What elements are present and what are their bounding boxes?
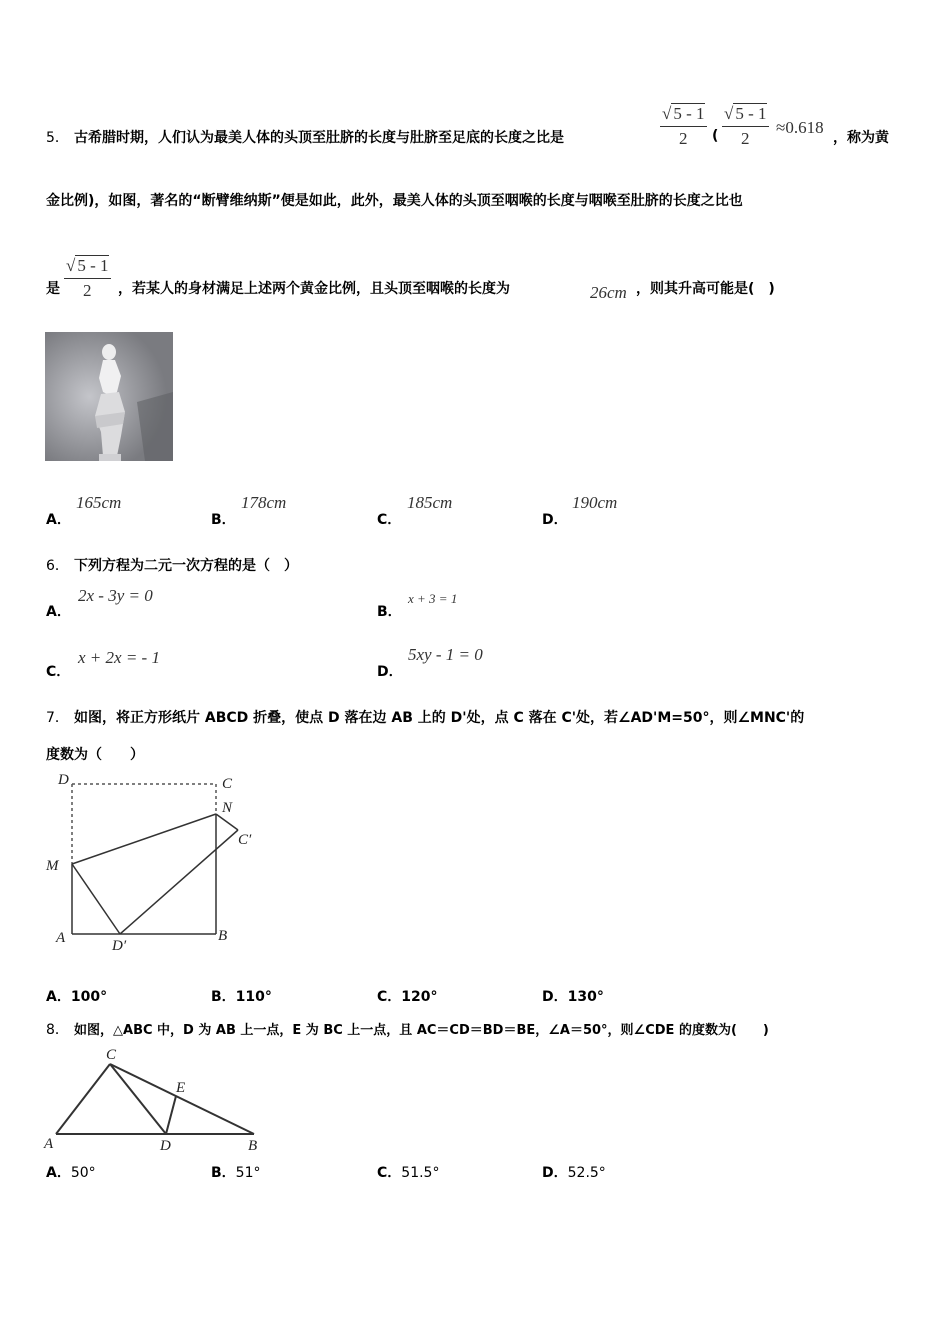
q8-option-d-value: 52.5° (567, 1165, 606, 1181)
q8-option-b-label: B． (211, 1165, 236, 1181)
q6-option-b-label: B． (377, 604, 402, 620)
q7-option-c-label: C． (377, 989, 402, 1005)
q7-fold-line-mn (72, 814, 216, 864)
q7-segment-c1n (216, 814, 238, 830)
q5-number: 5． (46, 130, 69, 146)
q7-label-n: N (222, 800, 233, 816)
q7-option-d (542, 986, 604, 1006)
q7-label-c: C (222, 776, 233, 792)
q7-option-a-value: 100° (70, 989, 108, 1005)
venus-statue-drawing (45, 332, 173, 461)
q5-line3-middle: ，若某人的身材满足上述两个黄金比例，且头顶至咽喉的长度为 (118, 281, 510, 297)
q7-label-m: M (46, 858, 59, 874)
q6-option-c-value: x + 2x = - 1 (78, 648, 160, 667)
q8-option-a (46, 1162, 96, 1182)
q5-option-d-value: 190cm (572, 493, 618, 512)
q8-option-a-value: 50° (70, 1165, 96, 1181)
q7-segment-d1c1 (120, 830, 238, 934)
q8-option-c (377, 1162, 439, 1182)
q5-option-c-value: 185cm (407, 493, 453, 512)
q5-frac-num-3: 5 - 1 (77, 256, 109, 275)
q8-label-e: E (176, 1080, 186, 1096)
q5-option-a-value: 165cm (76, 493, 122, 512)
q5-frac-num-2: 5 - 1 (735, 104, 767, 123)
q8-triangle-figure (40, 1042, 270, 1154)
q6-stem (46, 555, 298, 575)
q5-frac-den-1: 2 (679, 129, 688, 148)
q5-line2: 金比例)，如图，著名的“断臂维纳斯”便是如此，此外，最美人体的头顶至咽喉的长度与咽喉至肚脐的长度之比也 (46, 193, 743, 209)
q5-line3-end: ，则其升高可能是( ) (636, 281, 775, 297)
q7-label-d: D (58, 772, 69, 788)
q5-frac-den-2: 2 (741, 129, 750, 148)
q6-option-d-value: 5xy - 1 = 0 (408, 645, 483, 664)
q5-option-b-label: B． (211, 512, 236, 528)
q5-paren-open: ( (712, 128, 719, 144)
q5-option-b-value: 178cm (241, 493, 287, 512)
q8-label-a: A (44, 1136, 54, 1152)
q7-label-a: A (56, 930, 66, 946)
venus-statue-image (45, 332, 173, 461)
q5-line1 (46, 127, 564, 147)
q5-approx-value: ≈0.618 (776, 118, 824, 137)
q8-option-b-value: 51° (235, 1165, 261, 1181)
q5-frac-num-1: 5 - 1 (673, 104, 705, 123)
q8-segment-de (166, 1096, 176, 1134)
q8-label-b: B (248, 1138, 258, 1154)
q6-option-b-value: x + 3 = 1 (408, 591, 458, 606)
q7-text-line2: 度数为（ ） (46, 747, 144, 763)
q5-text-part2: ，称为黄 (833, 130, 889, 146)
q6-option-a-value: 2x - 3y = 0 (78, 586, 153, 605)
q6-option-d-label: D． (377, 664, 403, 680)
q5-length-value: 26cm (590, 283, 627, 302)
q7-label-b: B (218, 928, 228, 944)
q7-option-c (377, 986, 438, 1006)
q5-line3-start: 是 (46, 281, 60, 297)
q7-option-b-label: B． (211, 989, 236, 1005)
q5-option-a-label: A． (46, 512, 71, 528)
q7-option-b (211, 986, 272, 1006)
q7-text-line1: 如图，将正方形纸片 ABCD 折叠，使点 D 落在边 AB 上的 D'处，点 C 落在 C'处，若∠AD'M=50°，则∠MNC'的 (74, 710, 805, 726)
q8-option-c-value: 51.5° (401, 1165, 440, 1181)
q6-number: 6． (46, 558, 69, 574)
q7-option-b-value: 110° (235, 989, 272, 1005)
q8-text: 如图，△ABC 中，D 为 AB 上一点，E 为 BC 上一点，且 AC＝CD＝BD＝BE，∠A＝50°，则∠CDE 的度数为( ) (74, 1023, 769, 1038)
q7-option-c-value: 120° (401, 989, 438, 1005)
q7-number: 7． (46, 710, 69, 726)
q7-option-d-value: 130° (567, 989, 604, 1005)
q5-option-c-label: C． (377, 512, 402, 528)
q8-option-b (211, 1162, 261, 1182)
q7-fold-figure (40, 768, 270, 958)
q7-option-a (46, 986, 107, 1006)
q6-option-a-label: A． (46, 604, 71, 620)
q8-option-d-label: D． (542, 1165, 568, 1181)
q8-segment-cb (110, 1064, 254, 1134)
q5-golden-fraction-2: $\frac{√ 5 - 1}{2}$ (724, 104, 767, 148)
q8-option-a-label: A． (46, 1165, 71, 1181)
q8-stem (46, 1019, 769, 1039)
q7-option-a-label: A． (46, 989, 71, 1005)
q7-segment-md1 (72, 864, 120, 934)
q7-stem-line1 (46, 707, 804, 727)
q6-text: 下列方程为二元一次方程的是（ ） (74, 558, 299, 574)
q8-label-d: D (160, 1138, 171, 1154)
q8-segment-ac (56, 1064, 110, 1134)
q5-golden-fraction-1: $\frac{√ 5 - 1}{2}$ (662, 104, 705, 148)
q7-option-d-label: D． (542, 989, 568, 1005)
q7-label-d-prime: D′ (112, 938, 127, 954)
q8-number: 8． (46, 1022, 69, 1038)
q5-text-part1: 古希腊时期，人们认为最美人体的头顶至肚脐的长度与肚脐至足底的长度之比是 (74, 130, 565, 146)
q8-label-c: C (106, 1047, 117, 1063)
q5-frac-den-3: 2 (83, 281, 92, 300)
q7-label-c-prime: C′ (238, 832, 252, 848)
q8-option-c-label: C． (377, 1165, 402, 1181)
q5-golden-fraction-3: $\frac{√ 5 - 1}{2}$ (66, 256, 109, 300)
q8-segment-cd (110, 1064, 166, 1134)
q6-option-c-label: C． (46, 664, 71, 680)
q5-option-d-label: D． (542, 512, 568, 528)
q8-option-d (542, 1162, 606, 1182)
